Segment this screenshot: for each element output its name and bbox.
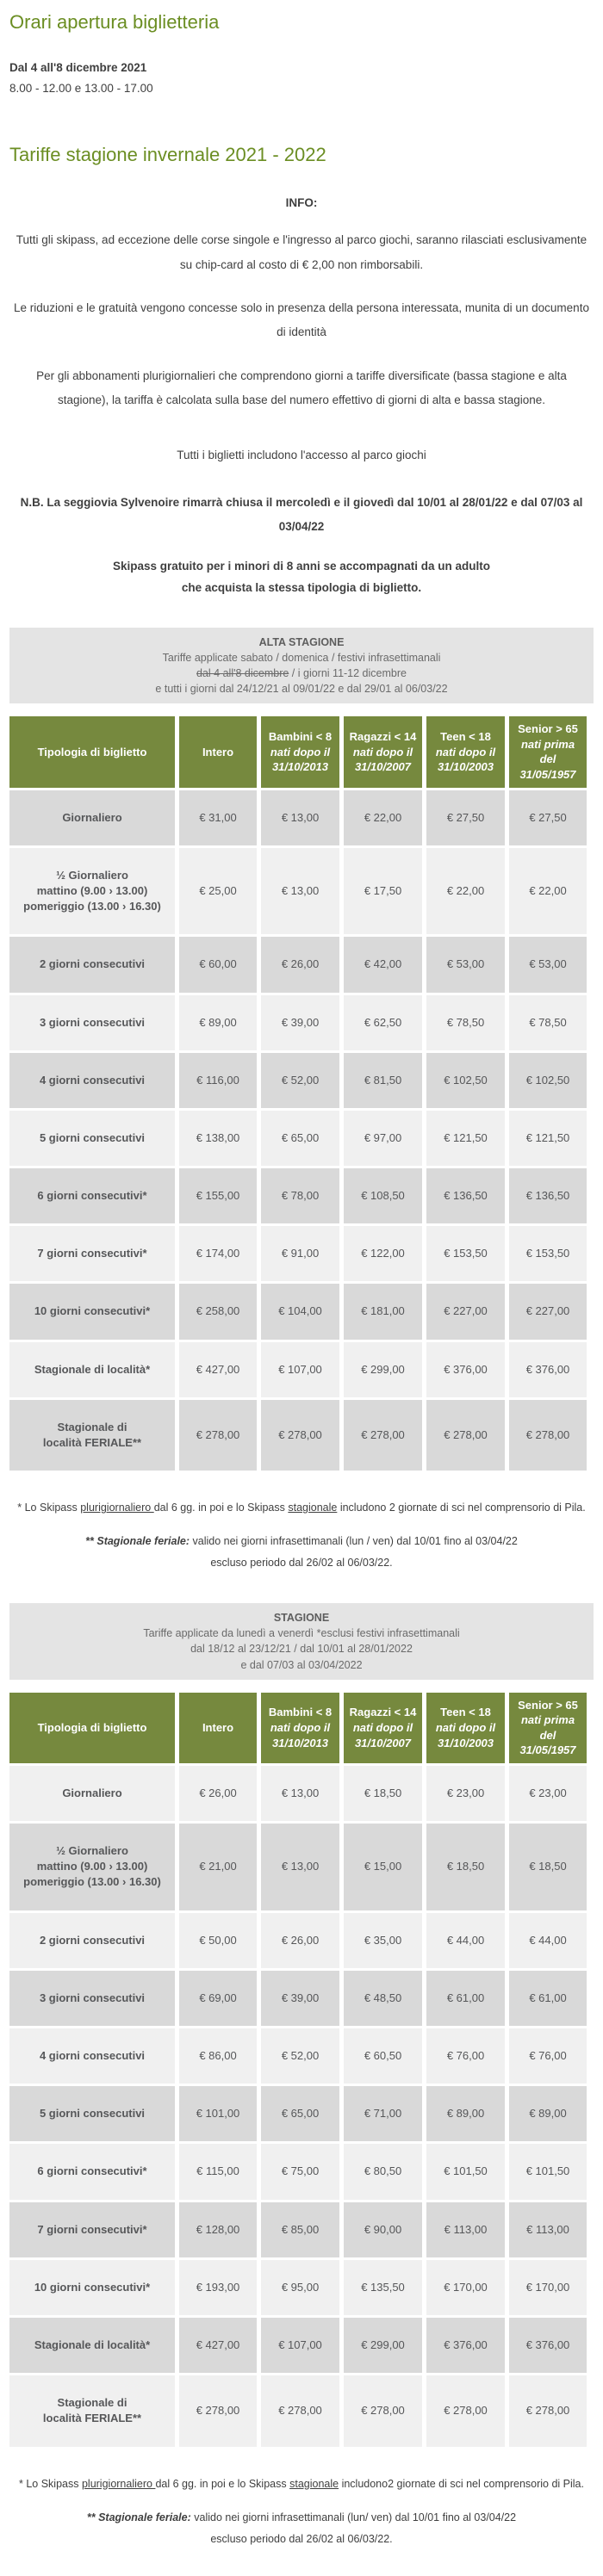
stagionale-feriale-lead: ** Stagionale feriale: — [85, 1535, 190, 1548]
price-cell: € 102,50 — [426, 1053, 505, 1108]
price-cell: € 113,00 — [509, 2202, 587, 2257]
price-cell: € 136,50 — [509, 1168, 587, 1223]
ticket-type-cell: 2 giorni consecutivi — [9, 1913, 175, 1968]
price-cell: € 376,00 — [509, 2318, 587, 2373]
ticket-type-cell: 3 giorni consecutivi — [9, 995, 175, 1050]
price-cell: € 61,00 — [426, 1971, 505, 2026]
price-cell: € 427,00 — [179, 1342, 257, 1397]
column-header-ticket-type: Tipologia di biglietto — [9, 1693, 175, 1763]
price-cell: € 80,50 — [344, 2144, 422, 2199]
stagione-box-line3: e dal 07/03 al 03/04/2022 — [240, 1658, 363, 1671]
ticket-type-cell: Giornaliero — [9, 1766, 175, 1821]
price-cell: € 376,00 — [426, 1342, 505, 1397]
free-skipass-note — [9, 556, 594, 598]
price-cell: € 44,00 — [509, 1913, 587, 1968]
price-cell: € 278,00 — [344, 1400, 422, 1471]
table-row — [9, 1971, 587, 2026]
price-cell: € 278,00 — [179, 1400, 257, 1471]
price-cell: € 22,00 — [426, 848, 505, 935]
price-cell: € 23,00 — [509, 1766, 587, 1821]
table-row — [9, 1824, 587, 1910]
stagione-box-line1: Tariffe applicate da lunedì a venerdì *esclusi festivi infrasettimanali — [143, 1627, 460, 1640]
info-paragraph-playground: Tutti i biglietti includono l'accesso al parco giochi — [177, 449, 426, 462]
ticket-type-cell: 6 giorni consecutivi* — [9, 1168, 175, 1223]
price-cell: € 76,00 — [426, 2028, 505, 2084]
price-cell: € 35,00 — [344, 1913, 422, 1968]
price-cell: € 89,00 — [179, 995, 257, 1050]
price-cell: € 23,00 — [426, 1766, 505, 1821]
price-cell: € 52,00 — [261, 2028, 339, 2084]
column-header-ragazzi: Ragazzi < 14 nati dopo il 31/10/2007 — [344, 1693, 422, 1763]
price-cell: € 107,00 — [261, 2318, 339, 2373]
table-row — [9, 848, 587, 935]
price-cell: € 278,00 — [179, 2375, 257, 2446]
table-row — [9, 2375, 587, 2446]
alta-stagione-box — [9, 628, 594, 704]
price-cell: € 170,00 — [509, 2260, 587, 2315]
price-cell: € 42,00 — [344, 937, 422, 992]
price-cell: € 95,00 — [261, 2260, 339, 2315]
section-title-tariffs: Tariffe stagione invernale 2021 - 2022 — [9, 143, 326, 165]
price-cell: € 278,00 — [509, 2375, 587, 2446]
price-cell: € 153,50 — [509, 1226, 587, 1281]
price-cell: € 153,50 — [426, 1226, 505, 1281]
price-cell: € 174,00 — [179, 1226, 257, 1281]
ticket-type-cell: 5 giorni consecutivi — [9, 2086, 175, 2141]
price-cell: € 97,00 — [344, 1111, 422, 1166]
price-cell: € 18,50 — [509, 1824, 587, 1910]
alta-stagione-box-title: ALTA STAGIONE — [258, 635, 345, 648]
price-cell: € 258,00 — [179, 1284, 257, 1339]
free-skipass-line2: che acquista la stessa tipologia di biglietto. — [181, 580, 422, 594]
price-cell: € 278,00 — [426, 2375, 505, 2446]
price-cell: € 90,00 — [344, 2202, 422, 2257]
price-cell: € 31,00 — [179, 790, 257, 845]
price-cell: € 62,50 — [344, 995, 422, 1050]
price-cell: € 113,00 — [426, 2202, 505, 2257]
price-cell: € 278,00 — [426, 1400, 505, 1471]
ticket-type-cell: Stagionale di località* — [9, 2318, 175, 2373]
info-paragraph-multiday: Per gli abbonamenti plurigiornalieri che comprendono giorni a tariffe diversificate (bassa stagione e alta stagione), la tariffa è calcolata sulla base del numero effettivo di giorni di alta e bassa stagione. — [36, 368, 567, 406]
price-cell: € 227,00 — [426, 1284, 505, 1339]
price-cell: € 44,00 — [426, 1913, 505, 1968]
price-cell: € 181,00 — [344, 1284, 422, 1339]
table-row — [9, 1342, 587, 1397]
price-cell: € 61,00 — [509, 1971, 587, 2026]
ticket-type-cell: Stagionale di località FERIALE** — [9, 2375, 175, 2446]
price-cell: € 138,00 — [179, 1111, 257, 1166]
price-cell: € 60,00 — [179, 937, 257, 992]
page-title: Orari apertura biglietteria — [9, 11, 220, 33]
stagione-box-line2: dal 18/12 al 23/12/21 / dal 10/01 al 28/01/2022 — [190, 1643, 413, 1656]
underlined-stagionale: stagionale — [289, 2477, 339, 2490]
table-row — [9, 2028, 587, 2084]
price-cell: € 13,00 — [261, 790, 339, 845]
footnote-double-asterisk-low: ** Stagionale feriale: valido nei giorni infrasettimanali (lun/ ven) dal 10/01 fino al 03/04/22 escluso periodo dal 26/02 al 06/03/22. — [86, 2511, 517, 2545]
price-cell: € 26,00 — [261, 937, 339, 992]
price-cell: € 78,50 — [426, 995, 505, 1050]
table-row — [9, 1913, 587, 1968]
column-header-full-price: Intero — [179, 716, 257, 787]
free-skipass-line1: Skipass gratuito per i minori di 8 anni se accompagnati da un adulto — [112, 560, 491, 573]
table-row — [9, 1400, 587, 1471]
price-cell: € 65,00 — [261, 1111, 339, 1166]
price-cell: € 50,00 — [179, 1913, 257, 1968]
price-cell: € 299,00 — [344, 2318, 422, 2373]
price-cell: € 121,50 — [426, 1111, 505, 1166]
table-header-row — [9, 1693, 587, 1763]
price-cell: € 48,50 — [344, 1971, 422, 2026]
price-cell: € 278,00 — [261, 1400, 339, 1471]
table-row — [9, 2202, 587, 2257]
price-cell: € 13,00 — [261, 848, 339, 935]
ticket-type-cell: Stagionale di località* — [9, 1342, 175, 1397]
column-header-senior: Senior > 65 nati prima del 31/05/1957 — [509, 1693, 587, 1763]
price-cell: € 193,00 — [179, 2260, 257, 2315]
price-cell: € 227,00 — [509, 1284, 587, 1339]
table-row — [9, 2318, 587, 2373]
price-cell: € 27,50 — [426, 790, 505, 845]
underlined-plurigiornaliero: plurigiornaliero — [80, 1502, 154, 1514]
alta-stagione-line2-rest: / i giorni 11-12 dicembre — [289, 667, 407, 680]
price-cell: € 78,00 — [261, 1168, 339, 1223]
alta-stagione-struck-dates: dal 4 all'8 dicembre — [196, 667, 289, 680]
price-cell: € 89,00 — [426, 2086, 505, 2141]
price-cell: € 104,00 — [261, 1284, 339, 1339]
price-table-body — [9, 790, 587, 1471]
footnote-asterisk-low: * Lo Skipass plurigiornaliero dal 6 gg. in poi e lo Skipass stagionale includono2 giornate di sci nel comprensorio di Pila. — [19, 2477, 584, 2490]
table-row — [9, 1111, 587, 1166]
price-cell: € 116,00 — [179, 1053, 257, 1108]
price-cell: € 155,00 — [179, 1168, 257, 1223]
price-cell: € 13,00 — [261, 1766, 339, 1821]
price-cell: € 102,50 — [509, 1053, 587, 1108]
price-cell: € 128,00 — [179, 2202, 257, 2257]
price-cell: € 107,00 — [261, 1342, 339, 1397]
underlined-stagionale: stagionale — [288, 1502, 338, 1514]
price-cell: € 17,50 — [344, 848, 422, 935]
table-row — [9, 2086, 587, 2141]
price-cell: € 65,00 — [261, 2086, 339, 2141]
price-cell: € 76,00 — [509, 2028, 587, 2084]
price-cell: € 18,50 — [426, 1824, 505, 1910]
ticket-type-cell: 4 giorni consecutivi — [9, 2028, 175, 2084]
column-header-teen: Teen < 18 nati dopo il 31/10/2003 — [426, 716, 505, 787]
price-cell: € 71,00 — [344, 2086, 422, 2141]
alta-stagione-box-line1: Tariffe applicate sabato / domenica / festivi infrasettimanali — [162, 652, 441, 664]
stagionale-feriale-lead: ** Stagionale feriale: — [86, 2511, 191, 2523]
ticket-type-cell: 4 giorni consecutivi — [9, 1053, 175, 1108]
opening-hours: 8.00 - 12.00 e 13.00 - 17.00 — [9, 81, 153, 95]
ticket-type-cell: 3 giorni consecutivi — [9, 1971, 175, 2026]
ticket-type-cell: 10 giorni consecutivi* — [9, 2260, 175, 2315]
price-cell: € 135,50 — [344, 2260, 422, 2315]
ticket-type-cell: 7 giorni consecutivi* — [9, 2202, 175, 2257]
underlined-plurigiornaliero: plurigiornaliero — [81, 2477, 156, 2490]
price-cell: € 101,00 — [179, 2086, 257, 2141]
table-row — [9, 937, 587, 992]
price-cell: € 53,00 — [509, 937, 587, 992]
table-row — [9, 2260, 587, 2315]
ticket-type-cell: 6 giorni consecutivi* — [9, 2144, 175, 2199]
table-row — [9, 790, 587, 845]
price-cell: € 299,00 — [344, 1342, 422, 1397]
price-cell: € 89,00 — [509, 2086, 587, 2141]
price-cell: € 86,00 — [179, 2028, 257, 2084]
stagione-box-title: STAGIONE — [273, 1612, 330, 1625]
footnote-double-asterisk-high: ** Stagionale feriale: valido nei giorni infrasettimanali (lun / ven) dal 10/01 fino al 03/04/22 escluso periodo dal 26/02 al 06/03/22. — [85, 1535, 518, 1570]
price-cell: € 121,50 — [509, 1111, 587, 1166]
price-cell: € 27,50 — [509, 790, 587, 845]
ticket-type-cell: 2 giorni consecutivi — [9, 937, 175, 992]
price-cell: € 115,00 — [179, 2144, 257, 2199]
footnote-asterisk-high: * Lo Skipass plurigiornaliero dal 6 gg. in poi e lo Skipass stagionale includono 2 giornate di sci nel comprensorio di Pila. — [17, 1502, 586, 1514]
ticket-type-cell: 5 giorni consecutivi — [9, 1111, 175, 1166]
table-row — [9, 2144, 587, 2199]
ticket-type-cell: ½ Giornaliero mattino (9.00 › 13.00) pomeriggio (13.00 › 16.30) — [9, 1824, 175, 1910]
column-header-teen: Teen < 18 nati dopo il 31/10/2003 — [426, 1693, 505, 1763]
column-header-ragazzi: Ragazzi < 14 nati dopo il 31/10/2007 — [344, 716, 422, 787]
price-table-high-season — [5, 714, 591, 1473]
info-label: INFO: — [285, 196, 318, 210]
price-cell: € 78,50 — [509, 995, 587, 1050]
column-header-full-price: Intero — [179, 1693, 257, 1763]
table-header-row — [9, 716, 587, 787]
price-cell: € 278,00 — [509, 1400, 587, 1471]
price-cell: € 13,00 — [261, 1824, 339, 1910]
price-cell: € 60,50 — [344, 2028, 422, 2084]
column-header-senior: Senior > 65 nati prima del 31/05/1957 — [509, 716, 587, 787]
price-cell: € 22,00 — [509, 848, 587, 935]
ticket-type-cell: 7 giorni consecutivi* — [9, 1226, 175, 1281]
info-paragraph-chipcard: Tutti gli skipass, ad eccezione delle corse singole e l'ingresso al parco giochi, saranno rilasciati esclusivamente su chip-card al costo di € 2,00 non rimborsabili. — [16, 233, 587, 271]
table-row — [9, 1766, 587, 1821]
price-cell: € 122,00 — [344, 1226, 422, 1281]
price-cell: € 376,00 — [426, 2318, 505, 2373]
price-cell: € 15,00 — [344, 1824, 422, 1910]
info-paragraph-reductions: Le riduzioni e le gratuità vengono concesse solo in presenza della persona interessata, munita di un documento di identità — [14, 300, 589, 339]
price-cell: € 21,00 — [179, 1824, 257, 1910]
price-cell: € 18,50 — [344, 1766, 422, 1821]
price-cell: € 101,50 — [426, 2144, 505, 2199]
price-cell: € 26,00 — [179, 1766, 257, 1821]
table-row — [9, 1226, 587, 1281]
price-cell: € 108,50 — [344, 1168, 422, 1223]
price-cell: € 39,00 — [261, 1971, 339, 2026]
price-cell: € 91,00 — [261, 1226, 339, 1281]
table-row — [9, 1053, 587, 1108]
nb-note: N.B. La seggiovia Sylvenoire rimarrà chiusa il mercoledì e il giovedì dal 10/01 al 28/01/22 e dal 07/03 al 03/04/22 — [20, 495, 583, 533]
table-row — [9, 1168, 587, 1223]
price-cell: € 25,00 — [179, 848, 257, 935]
alta-stagione-box-line2 — [18, 666, 585, 681]
ticket-type-cell: Giornaliero — [9, 790, 175, 845]
stagione-box — [9, 1603, 594, 1680]
price-cell: € 22,00 — [344, 790, 422, 845]
price-cell: € 170,00 — [426, 2260, 505, 2315]
price-table-body — [9, 1766, 587, 2447]
price-cell: € 278,00 — [261, 2375, 339, 2446]
price-cell: € 53,00 — [426, 937, 505, 992]
price-cell: € 69,00 — [179, 1971, 257, 2026]
price-cell: € 26,00 — [261, 1913, 339, 1968]
price-cell: € 52,00 — [261, 1053, 339, 1108]
column-header-bambini: Bambini < 8 nati dopo il 31/10/2013 — [261, 716, 339, 787]
price-cell: € 376,00 — [509, 1342, 587, 1397]
table-row — [9, 995, 587, 1050]
price-table-low-season — [5, 1690, 591, 2449]
price-cell: € 85,00 — [261, 2202, 339, 2257]
price-cell: € 39,00 — [261, 995, 339, 1050]
column-header-ticket-type: Tipologia di biglietto — [9, 716, 175, 787]
ticket-type-cell: Stagionale di località FERIALE** — [9, 1400, 175, 1471]
ticket-type-cell: 10 giorni consecutivi* — [9, 1284, 175, 1339]
price-cell: € 81,50 — [344, 1053, 422, 1108]
price-cell: € 75,00 — [261, 2144, 339, 2199]
table-row — [9, 1284, 587, 1339]
price-cell: € 427,00 — [179, 2318, 257, 2373]
price-cell: € 136,50 — [426, 1168, 505, 1223]
column-header-bambini: Bambini < 8 nati dopo il 31/10/2013 — [261, 1693, 339, 1763]
alta-stagione-box-line3: e tutti i giorni dal 24/12/21 al 09/01/22 e dal 29/01 al 06/03/22 — [155, 683, 448, 696]
price-cell: € 278,00 — [344, 2375, 422, 2446]
ticket-type-cell: ½ Giornaliero mattino (9.00 › 13.00) pomeriggio (13.00 › 16.30) — [9, 848, 175, 935]
price-cell: € 101,50 — [509, 2144, 587, 2199]
opening-date-range: Dal 4 all'8 dicembre 2021 — [9, 60, 147, 74]
